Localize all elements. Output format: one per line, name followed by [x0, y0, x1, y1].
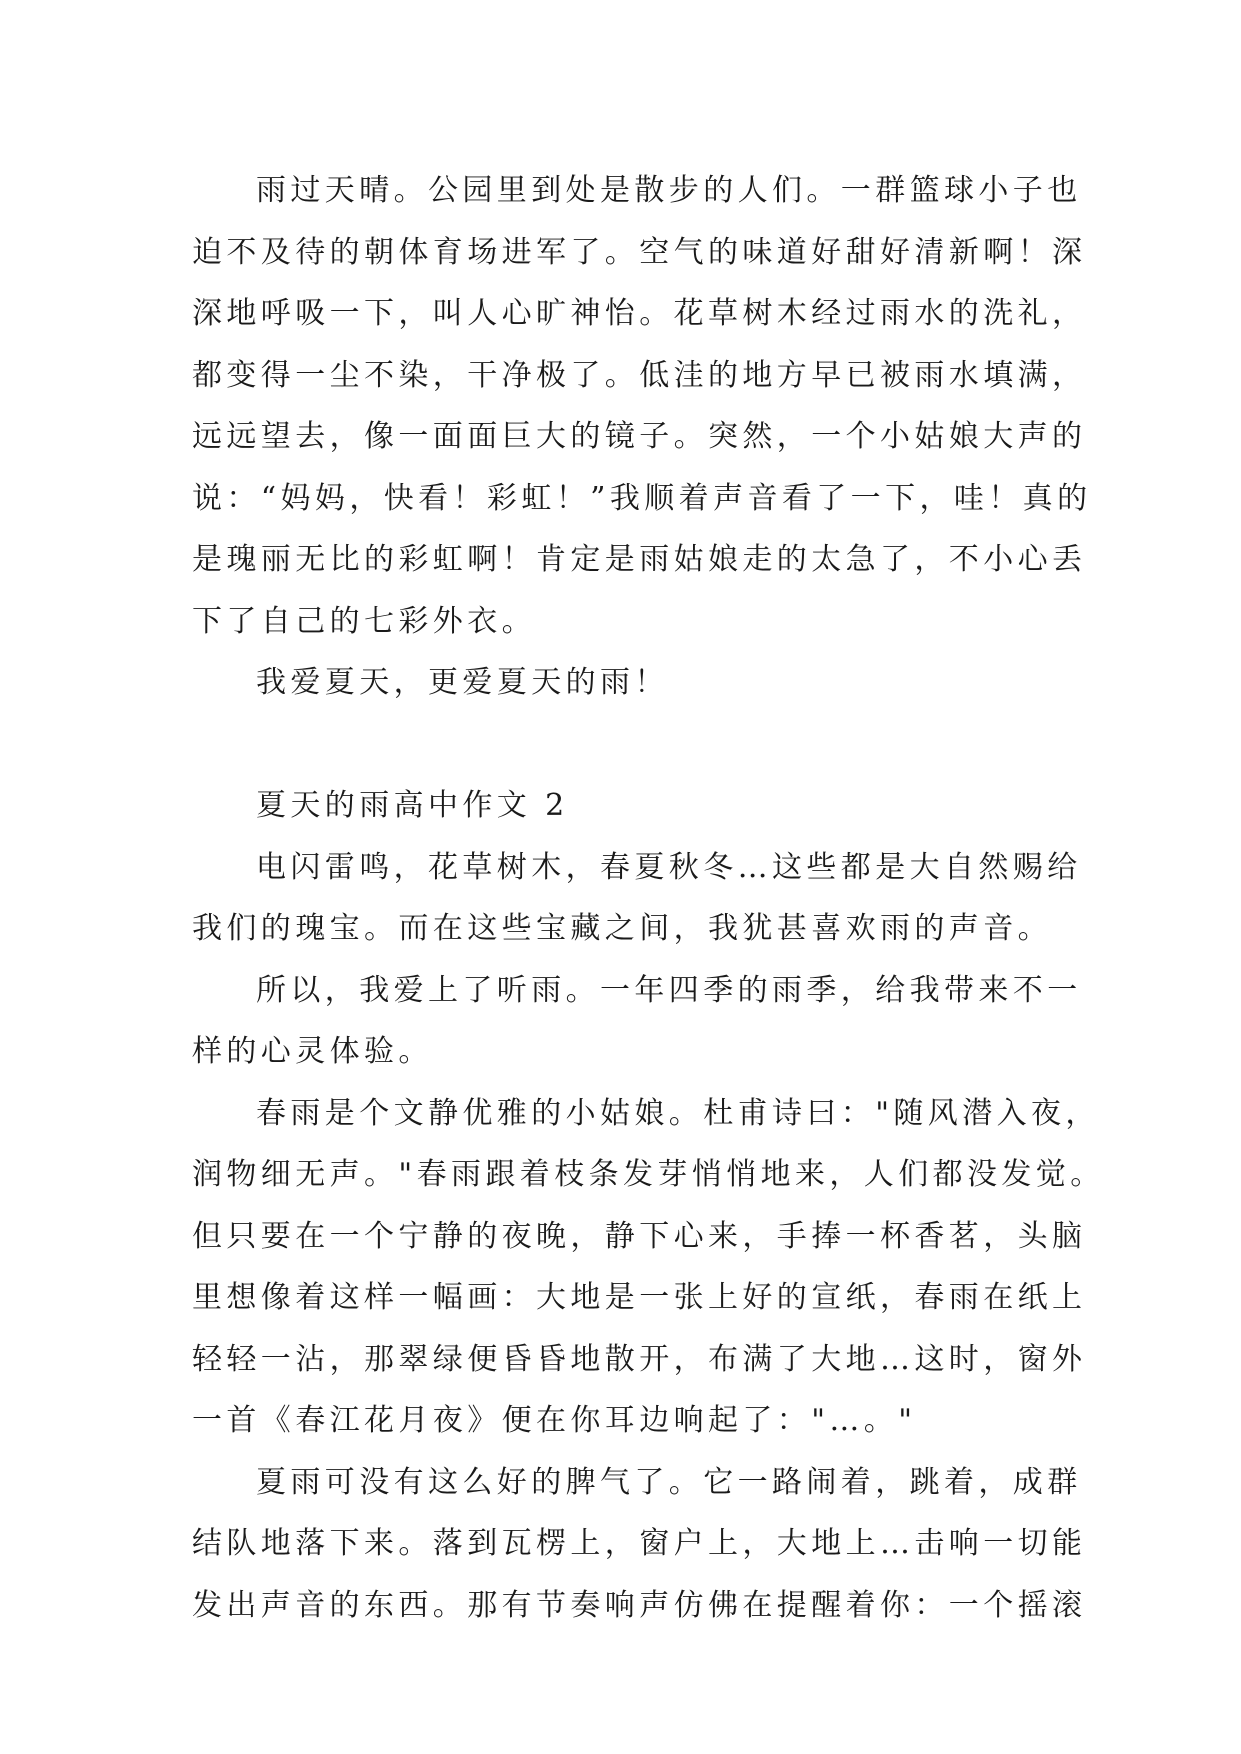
paragraph: [192, 160, 1092, 652]
text-line: 夏雨可没有这么好的脾气了。它一路闹着，跳着，成群: [256, 1464, 1082, 1500]
text-line: 结队地落下来。落到瓦楞上，窗户上，大地上…击响一切能: [192, 1526, 1087, 1561]
text-line: 说：“妈妈，快看！彩虹！”我顺着声音看了一下，哇！真的: [192, 480, 1092, 516]
text-line: 下了自己的七彩外衣。: [192, 603, 536, 639]
text-line: 迫不及待的朝体育场进军了。空气的味道好甜好清新啊！深: [192, 234, 1087, 270]
essay-title: 夏天的雨高中作文 2: [256, 788, 569, 823]
text-line: 是瑰丽无比的彩虹啊！肯定是雨姑娘走的太急了，不小心丢: [192, 542, 1087, 577]
paragraph: [192, 1452, 1087, 1637]
paragraph: [192, 960, 1082, 1083]
blank-line: [192, 714, 1072, 776]
document-body: [192, 160, 1105, 1636]
text-line: 雨过天晴。公园里到处是散步的人们。一群篮球小子也: [256, 173, 1082, 208]
text-line: 一首《春江花月夜》便在你耳边响起了："…。": [192, 1403, 917, 1438]
text-line: 所以，我爱上了听雨。一年四季的雨季，给我带来不一: [256, 972, 1082, 1008]
text-line: 轻轻一沾，那翠绿便昏昏地散开，布满了大地…这时，窗外: [192, 1341, 1087, 1377]
paragraph: [192, 652, 1072, 714]
paragraph: [192, 1083, 1105, 1452]
text-line: 远远望去，像一面面巨大的镜子。突然，一个小姑娘大声的: [192, 419, 1087, 454]
text-line: 样的心灵体验。: [192, 1034, 433, 1069]
text-line: 我们的瑰宝。而在这些宝藏之间，我犹甚喜欢雨的声音。: [192, 911, 1052, 946]
text-line: 里想像着这样一幅画：大地是一张上好的宣纸，春雨在纸上: [192, 1280, 1087, 1315]
text-line: 电闪雷鸣，花草树木，春夏秋冬…这些都是大自然赐给: [256, 849, 1082, 885]
paragraph: [192, 837, 1082, 960]
text-line: 我爱夏天，更爱夏天的雨！: [256, 665, 669, 700]
text-line: 润物细无声。"春雨跟着枝条发芽悄悄地来，人们都没发觉。: [192, 1157, 1105, 1192]
text-line: 发出声音的东西。那有节奏响声仿佛在提醒着你：一个摇滚: [192, 1587, 1087, 1623]
text-line: 深地呼吸一下，叫人心旷神怡。花草树木经过雨水的洗礼，: [192, 296, 1087, 331]
text-line: 都变得一尘不染，干净极了。低洼的地方早已被雨水填满，: [192, 357, 1087, 393]
text-line: 但只要在一个宁静的夜晚，静下心来，手捧一杯香茗，头脑: [192, 1218, 1087, 1254]
text-line: 春雨是个文静优雅的小姑娘。杜甫诗曰："随风潜入夜，: [256, 1095, 1100, 1131]
